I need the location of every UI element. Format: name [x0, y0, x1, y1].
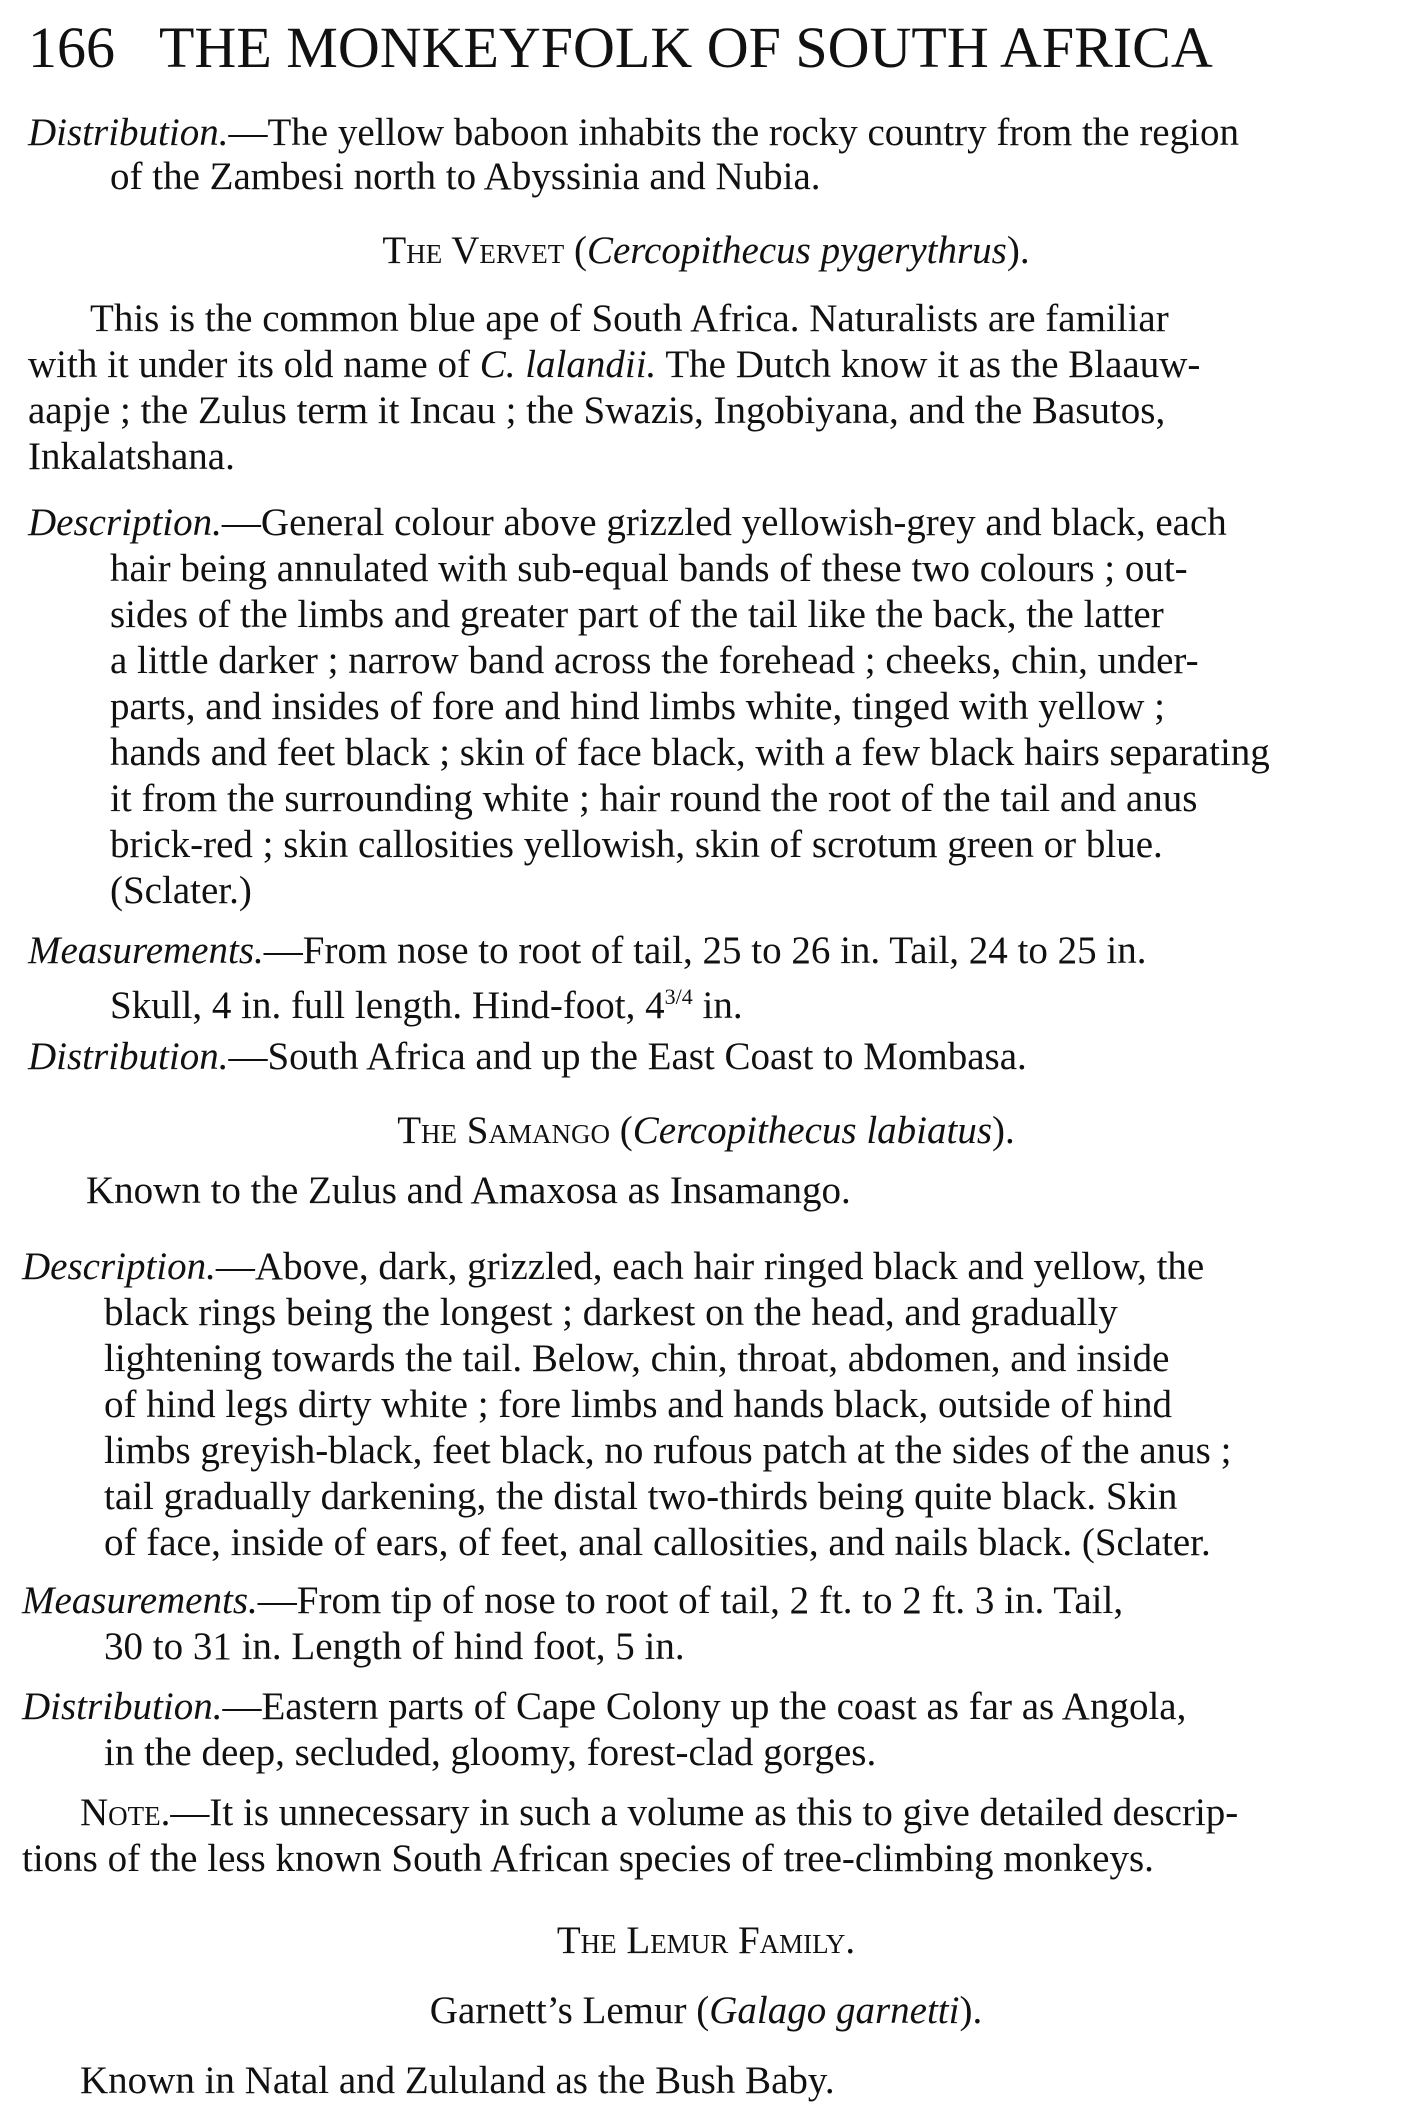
text-line [22, 1684, 1186, 1730]
text-line [28, 500, 1227, 546]
line-text: —General colour above grizzled yellowish-grey and black, each [221, 501, 1227, 544]
line-text: —It is unnecessary in such a volume as this to give detailed descrip- [170, 1791, 1239, 1834]
heading-latin: Galago garnetti [709, 1989, 960, 2032]
heading-latin: Cercopithecus pygerythrus [586, 229, 1007, 272]
species-heading [0, 1108, 1412, 1154]
section-label: Distribution. [28, 1035, 229, 1078]
text-line: Known in Natal and Zululand as the Bush Baby. [80, 2059, 835, 2102]
text-line: brick-red ; skin callosities yellowish, skin of scrotum green or blue. [110, 823, 1163, 866]
text-line: tail gradually darkening, the distal two-thirds being quite black. Skin [104, 1475, 1178, 1518]
species-heading [0, 228, 1412, 274]
text-line: limbs greyish-black, feet black, no rufous patch at the sides of the anus ; [104, 1429, 1232, 1472]
section-label: Measurements. [28, 929, 264, 972]
text-line: 30 to 31 in. Length of hind foot, 5 in. [104, 1625, 685, 1668]
text-line: lightening towards the tail. Below, chin, throat, abdomen, and inside [104, 1337, 1170, 1380]
heading-close: ). [959, 1989, 983, 2032]
text-line [28, 342, 1200, 388]
text-line: hair being annulated with sub-equal bands of these two colours ; out- [110, 547, 1188, 590]
page-number: 166 [28, 15, 115, 80]
running-title: THE MONKEYFOLK OF SOUTH AFRICA [159, 15, 1213, 80]
heading-open: ( [564, 229, 587, 272]
text-line [22, 1244, 1204, 1290]
text-line: sides of the limbs and greater part of the tail like the back, the latter [110, 593, 1164, 636]
section-label: Description. [22, 1245, 216, 1288]
heading-latin: Cercopithecus labiatus [632, 1109, 993, 1152]
text-line: aapje ; the Zulus term it Incau ; the Swazis, Ingobiyana, and the Basutos, [28, 389, 1166, 432]
line-text: The Dutch know it as the Blaauw- [656, 343, 1201, 386]
heading-close: ). [1006, 229, 1030, 272]
note-label: Note. [80, 1791, 171, 1834]
text-line: in the deep, secluded, gloomy, forest-clad gorges. [104, 1731, 877, 1774]
section-label: Distribution. [22, 1685, 223, 1728]
text-line [28, 110, 1239, 156]
line-text: —From tip of nose to root of tail, 2 ft. to 2 ft. 3 in. Tail, [257, 1579, 1124, 1622]
heading-name: The Vervet [382, 229, 565, 272]
text-line [110, 974, 743, 1029]
line-text: in. [692, 984, 743, 1027]
text-line: hands and feet black ; skin of face black, with a few black hairs separating [110, 731, 1270, 774]
fraction: 3/4 [664, 984, 693, 1009]
text-line [28, 1034, 1027, 1080]
text-line: Known to the Zulus and Amaxosa as Insamango. [86, 1169, 851, 1212]
line-text: —The yellow baboon inhabits the rocky country from the region [228, 111, 1239, 154]
heading-open: ( [610, 1109, 633, 1152]
line-text: —South Africa and up the East Coast to Mombasa. [228, 1035, 1027, 1078]
text-line [28, 928, 1146, 974]
text-line: This is the common blue ape of South Africa. Naturalists are familiar [90, 297, 1169, 340]
latin-name: C. lalandii. [479, 343, 657, 386]
text-line: parts, and insides of fore and hind limbs white, tinged with yellow ; [110, 685, 1165, 728]
text-line: of hind legs dirty white ; fore limbs and hands black, outside of hind [104, 1383, 1172, 1426]
family-heading [0, 1918, 1412, 1964]
text-line [80, 1790, 1238, 1836]
heading-close: ). [992, 1109, 1015, 1152]
text-line: a little darker ; narrow band across the forehead ; cheeks, chin, under- [110, 639, 1199, 682]
text-line: black rings being the longest ; darkest on the head, and gradually [104, 1291, 1118, 1334]
line-text: —Above, dark, grizzled, each hair ringed black and yellow, the [215, 1245, 1205, 1288]
heading-name: Garnett’s Lemur ( [429, 1989, 710, 2032]
section-label: Description. [28, 501, 222, 544]
species-heading [0, 1988, 1412, 2034]
text-line [22, 1578, 1123, 1624]
heading-name: The Samango [397, 1109, 610, 1152]
text-line: of the Zambesi north to Abyssinia and Nubia. [110, 155, 821, 198]
line-text: Skull, 4 in. full length. Hind-foot, 4 [110, 984, 665, 1027]
page-header [28, 14, 1213, 81]
text-line: (Sclater.) [110, 869, 252, 912]
line-text: with it under its old name of [28, 343, 480, 386]
text-line: of face, inside of ears, of feet, anal callosities, and nails black. (Sclater. [104, 1521, 1211, 1564]
text-line: Inkalatshana. [28, 435, 235, 478]
heading-name: The Lemur Family. [556, 1919, 856, 1962]
text-line: tions of the less known South African species of tree-climbing monkeys. [22, 1837, 1154, 1880]
line-text: —Eastern parts of Cape Colony up the coast as far as Angola, [222, 1685, 1187, 1728]
section-label: Measurements. [22, 1579, 258, 1622]
line-text: —From nose to root of tail, 25 to 26 in. Tail, 24 to 25 in. [263, 929, 1147, 972]
text-line: it from the surrounding white ; hair round the root of the tail and anus [110, 777, 1198, 820]
section-label: Distribution. [28, 111, 229, 154]
